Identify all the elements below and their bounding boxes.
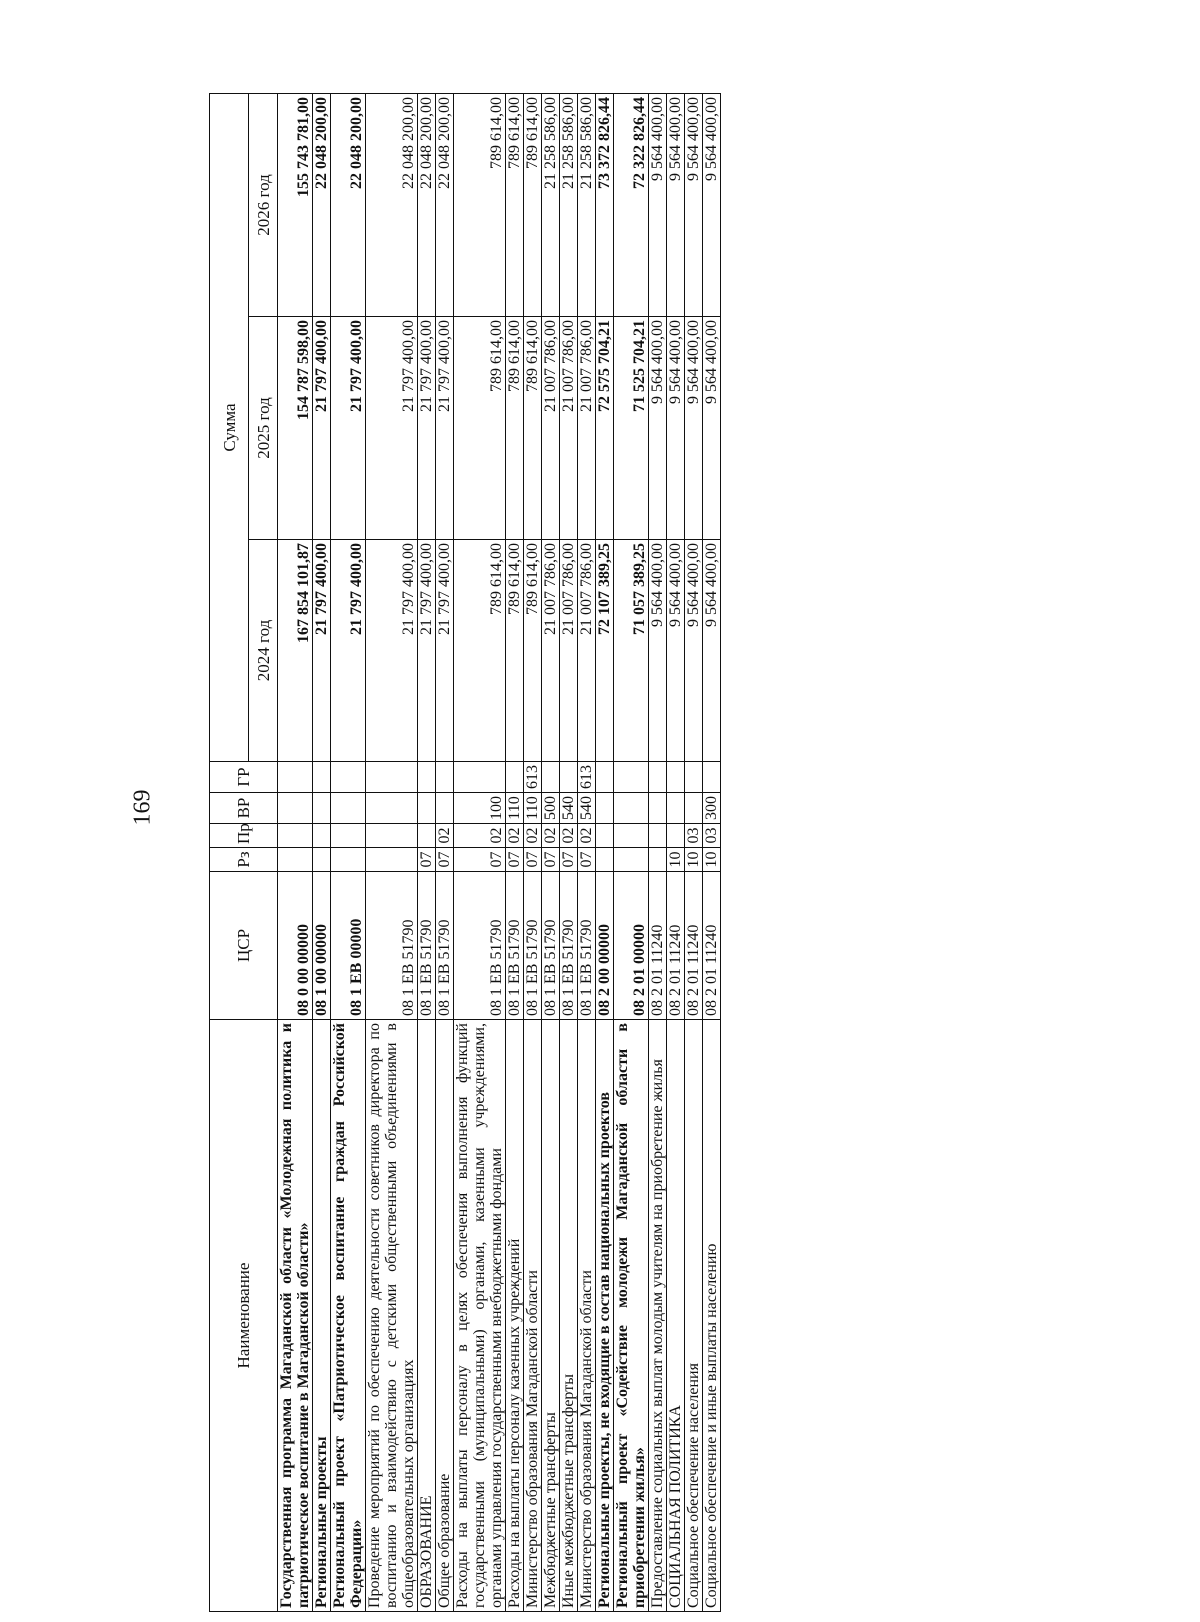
cell-2024: 789 614,00 — [524, 540, 542, 762]
budget-table — [209, 93, 721, 1612]
table-row — [313, 93, 331, 1611]
cell-gr — [667, 762, 685, 793]
cell-pr: 02 — [436, 824, 454, 848]
cell-pr: 02 — [560, 824, 578, 848]
cell-rz: 10 — [667, 848, 685, 872]
cell-rz: 07 — [542, 848, 560, 872]
cell-name: Общее образование — [436, 1020, 454, 1612]
cell-name: Региональный проект «Патриотическое воспитание граждан Российской Федерации» — [331, 1020, 366, 1612]
cell-gr — [685, 762, 703, 793]
cell-2026: 155 743 781,00 — [278, 93, 313, 316]
cell-name: Расходы на выплаты персоналу в целях обеспечения выполнения функций государственными (муниципальными) органами, казенными учреждениями, органами управления государственными внебюджетными фондами — [454, 1020, 506, 1612]
cell-rz: 10 — [685, 848, 703, 872]
cell-name: СОЦИАЛЬНАЯ ПОЛИТИКА — [667, 1020, 685, 1612]
cell-2024: 21 797 400,00 — [418, 540, 436, 762]
cell-name: Проведение мероприятий по обеспечению деятельности советников директора по воспитанию и взаимодействию с детскими общественными объединениями в общеобразовательных организациях — [366, 1020, 418, 1612]
cell-vr: 540 — [578, 793, 596, 824]
cell-rz — [278, 848, 313, 872]
cell-vr — [331, 793, 366, 824]
cell-rz: 07 — [418, 848, 436, 872]
cell-name: Региональные проекты — [313, 1020, 331, 1612]
col-header-rz: Рз — [210, 848, 278, 872]
cell-pr: 02 — [542, 824, 560, 848]
cell-csr: 08 1 ЕВ 51790 — [506, 872, 524, 1020]
cell-2026: 22 048 200,00 — [313, 93, 331, 316]
table-row — [331, 93, 366, 1611]
cell-rz — [313, 848, 331, 872]
cell-pr — [418, 824, 436, 848]
cell-name: Региональный проект «Содействие молодежи Магаданской области в приобретении жилья» — [614, 1020, 649, 1612]
col-header-2026: 2026 год — [249, 93, 278, 316]
cell-vr — [436, 793, 454, 824]
cell-gr — [313, 762, 331, 793]
cell-2024: 72 107 389,25 — [596, 540, 614, 762]
cell-pr — [596, 824, 614, 848]
cell-name: Расходы на выплаты персоналу казенных учреждений — [506, 1020, 524, 1612]
cell-rz: 07 — [578, 848, 596, 872]
cell-2026: 22 048 200,00 — [418, 93, 436, 316]
cell-pr: 03 — [685, 824, 703, 848]
cell-2024: 167 854 101,87 — [278, 540, 313, 762]
cell-2025: 72 575 704,21 — [596, 317, 614, 540]
cell-csr: 08 1 00 00000 — [313, 872, 331, 1020]
cell-rz: 07 — [454, 848, 506, 872]
cell-vr — [366, 793, 418, 824]
budget-table-container — [209, 94, 1089, 1612]
cell-name: Социальное обеспечение населения — [685, 1020, 703, 1612]
col-header-sum: Сумма — [210, 93, 249, 761]
cell-2026: 21 258 586,00 — [560, 93, 578, 316]
table-row — [506, 93, 524, 1611]
cell-2026: 789 614,00 — [524, 93, 542, 316]
cell-vr — [667, 793, 685, 824]
cell-2025: 21 797 400,00 — [331, 317, 366, 540]
cell-vr — [614, 793, 649, 824]
cell-csr: 08 1 ЕВ 51790 — [418, 872, 436, 1020]
cell-rz — [331, 848, 366, 872]
table-row — [649, 93, 667, 1611]
cell-csr: 08 1 ЕВ 00000 — [331, 872, 366, 1020]
cell-pr — [331, 824, 366, 848]
cell-gr — [436, 762, 454, 793]
cell-2026: 21 258 586,00 — [542, 93, 560, 316]
cell-2024: 21 797 400,00 — [313, 540, 331, 762]
cell-csr: 08 2 01 11240 — [667, 872, 685, 1020]
cell-csr: 08 2 00 00000 — [596, 872, 614, 1020]
cell-2024: 9 564 400,00 — [649, 540, 667, 762]
cell-2024: 21 007 786,00 — [542, 540, 560, 762]
cell-gr — [542, 762, 560, 793]
cell-2024: 789 614,00 — [454, 540, 506, 762]
cell-csr: 08 1 ЕВ 51790 — [560, 872, 578, 1020]
cell-gr — [649, 762, 667, 793]
cell-rz: 07 — [524, 848, 542, 872]
cell-csr: 08 1 ЕВ 51790 — [366, 872, 418, 1020]
cell-rz: 07 — [560, 848, 578, 872]
table-row — [703, 93, 721, 1611]
col-header-pr: Пр — [210, 824, 278, 848]
cell-2025: 71 525 704,21 — [614, 317, 649, 540]
cell-vr: 500 — [542, 793, 560, 824]
cell-gr: 613 — [578, 762, 596, 793]
cell-pr: 02 — [524, 824, 542, 848]
cell-2026: 9 564 400,00 — [649, 93, 667, 316]
cell-pr — [313, 824, 331, 848]
cell-2025: 21 797 400,00 — [418, 317, 436, 540]
cell-2024: 71 057 389,25 — [614, 540, 649, 762]
cell-rz: 10 — [703, 848, 721, 872]
cell-rz — [366, 848, 418, 872]
table-row — [560, 93, 578, 1611]
table-row — [524, 93, 542, 1611]
cell-2024: 21 007 786,00 — [560, 540, 578, 762]
cell-2025: 154 787 598,00 — [278, 317, 313, 540]
col-header-2024: 2024 год — [249, 540, 278, 762]
table-row — [542, 93, 560, 1611]
cell-2025: 21 797 400,00 — [436, 317, 454, 540]
cell-gr — [418, 762, 436, 793]
cell-2024: 21 797 400,00 — [331, 540, 366, 762]
cell-2026: 9 564 400,00 — [685, 93, 703, 316]
col-header-name: Наименование — [210, 1020, 278, 1612]
cell-gr — [596, 762, 614, 793]
cell-name: Иные межбюджетные трансферты — [560, 1020, 578, 1612]
cell-name: Социальное обеспечение и иные выплаты населению — [703, 1020, 721, 1612]
cell-pr: 02 — [506, 824, 524, 848]
cell-csr: 08 1 ЕВ 51790 — [542, 872, 560, 1020]
cell-name: Межбюджетные трансферты — [542, 1020, 560, 1612]
cell-csr: 08 1 ЕВ 51790 — [524, 872, 542, 1020]
cell-2025: 789 614,00 — [524, 317, 542, 540]
cell-pr — [667, 824, 685, 848]
cell-2025: 21 007 786,00 — [578, 317, 596, 540]
cell-2026: 789 614,00 — [454, 93, 506, 316]
cell-vr: 540 — [560, 793, 578, 824]
cell-2026: 9 564 400,00 — [667, 93, 685, 316]
cell-2025: 21 007 786,00 — [542, 317, 560, 540]
col-header-vr: ВР — [210, 793, 278, 824]
table-row — [614, 93, 649, 1611]
cell-rz — [596, 848, 614, 872]
cell-vr — [278, 793, 313, 824]
cell-csr: 08 1 ЕВ 51790 — [578, 872, 596, 1020]
cell-2025: 21 007 786,00 — [560, 317, 578, 540]
cell-2024: 9 564 400,00 — [667, 540, 685, 762]
cell-gr: 613 — [524, 762, 542, 793]
cell-vr — [685, 793, 703, 824]
cell-vr: 100 — [454, 793, 506, 824]
table-row — [667, 93, 685, 1611]
cell-pr: 02 — [578, 824, 596, 848]
table-row — [685, 93, 703, 1611]
cell-2024: 9 564 400,00 — [685, 540, 703, 762]
cell-gr — [278, 762, 313, 793]
cell-name: Министерство образования Магаданской области — [578, 1020, 596, 1612]
table-row — [596, 93, 614, 1611]
cell-2026: 22 048 200,00 — [331, 93, 366, 316]
table-row — [366, 93, 418, 1611]
cell-csr: 08 2 01 11240 — [685, 872, 703, 1020]
cell-2025: 789 614,00 — [454, 317, 506, 540]
cell-gr — [560, 762, 578, 793]
page-number: 169 — [129, 789, 156, 826]
cell-pr — [278, 824, 313, 848]
table-row — [578, 93, 596, 1611]
cell-vr: 110 — [506, 793, 524, 824]
cell-csr: 08 1 ЕВ 51790 — [454, 872, 506, 1020]
cell-2026: 21 258 586,00 — [578, 93, 596, 316]
cell-vr — [649, 793, 667, 824]
col-header-csr: ЦСР — [210, 872, 278, 1020]
cell-name: ОБРАЗОВАНИЕ — [418, 1020, 436, 1612]
cell-2026: 72 322 826,44 — [614, 93, 649, 316]
cell-vr: 110 — [524, 793, 542, 824]
cell-2025: 21 797 400,00 — [313, 317, 331, 540]
cell-gr — [454, 762, 506, 793]
cell-2025: 9 564 400,00 — [703, 317, 721, 540]
cell-2025: 789 614,00 — [506, 317, 524, 540]
col-header-2025: 2025 год — [249, 317, 278, 540]
cell-gr — [614, 762, 649, 793]
cell-name: Региональные проекты, не входящие в состав национальных проектов — [596, 1020, 614, 1612]
cell-2026: 73 372 826,44 — [596, 93, 614, 316]
cell-2025: 21 797 400,00 — [366, 317, 418, 540]
cell-2026: 22 048 200,00 — [366, 93, 418, 316]
cell-rz: 07 — [436, 848, 454, 872]
cell-pr: 03 — [703, 824, 721, 848]
cell-gr — [366, 762, 418, 793]
cell-2026: 22 048 200,00 — [436, 93, 454, 316]
cell-vr: 300 — [703, 793, 721, 824]
cell-2026: 9 564 400,00 — [703, 93, 721, 316]
cell-2024: 21 797 400,00 — [366, 540, 418, 762]
cell-csr: 08 2 01 11240 — [703, 872, 721, 1020]
cell-2026: 789 614,00 — [506, 93, 524, 316]
cell-name: Министерство образования Магаданской области — [524, 1020, 542, 1612]
table-row — [418, 93, 436, 1611]
cell-2025: 9 564 400,00 — [649, 317, 667, 540]
table-row — [436, 93, 454, 1611]
cell-csr: 08 2 01 11240 — [649, 872, 667, 1020]
cell-name: Предоставление социальных выплат молодым учителям на приобретение жилья — [649, 1020, 667, 1612]
cell-vr — [418, 793, 436, 824]
table-header-row — [210, 93, 249, 1611]
cell-2025: 9 564 400,00 — [667, 317, 685, 540]
cell-rz — [649, 848, 667, 872]
cell-name: Государственная программа Магаданской области «Молодежная политика и патриотическое воспитание в Магаданской области» — [278, 1020, 313, 1612]
cell-rz — [614, 848, 649, 872]
cell-2024: 789 614,00 — [506, 540, 524, 762]
cell-pr — [649, 824, 667, 848]
cell-2024: 9 564 400,00 — [703, 540, 721, 762]
cell-gr — [331, 762, 366, 793]
cell-gr — [703, 762, 721, 793]
cell-2024: 21 797 400,00 — [436, 540, 454, 762]
col-header-gr: ГР — [210, 762, 278, 793]
table-row — [278, 93, 313, 1611]
cell-pr — [366, 824, 418, 848]
cell-2024: 21 007 786,00 — [578, 540, 596, 762]
cell-vr — [596, 793, 614, 824]
cell-rz: 07 — [506, 848, 524, 872]
table-body — [278, 93, 721, 1611]
cell-csr: 08 0 00 00000 — [278, 872, 313, 1020]
cell-pr: 02 — [454, 824, 506, 848]
cell-csr: 08 1 ЕВ 51790 — [436, 872, 454, 1020]
cell-pr — [614, 824, 649, 848]
cell-vr — [313, 793, 331, 824]
cell-gr — [506, 762, 524, 793]
cell-csr: 08 2 01 00000 — [614, 872, 649, 1020]
table-row — [454, 93, 506, 1611]
cell-2025: 9 564 400,00 — [685, 317, 703, 540]
